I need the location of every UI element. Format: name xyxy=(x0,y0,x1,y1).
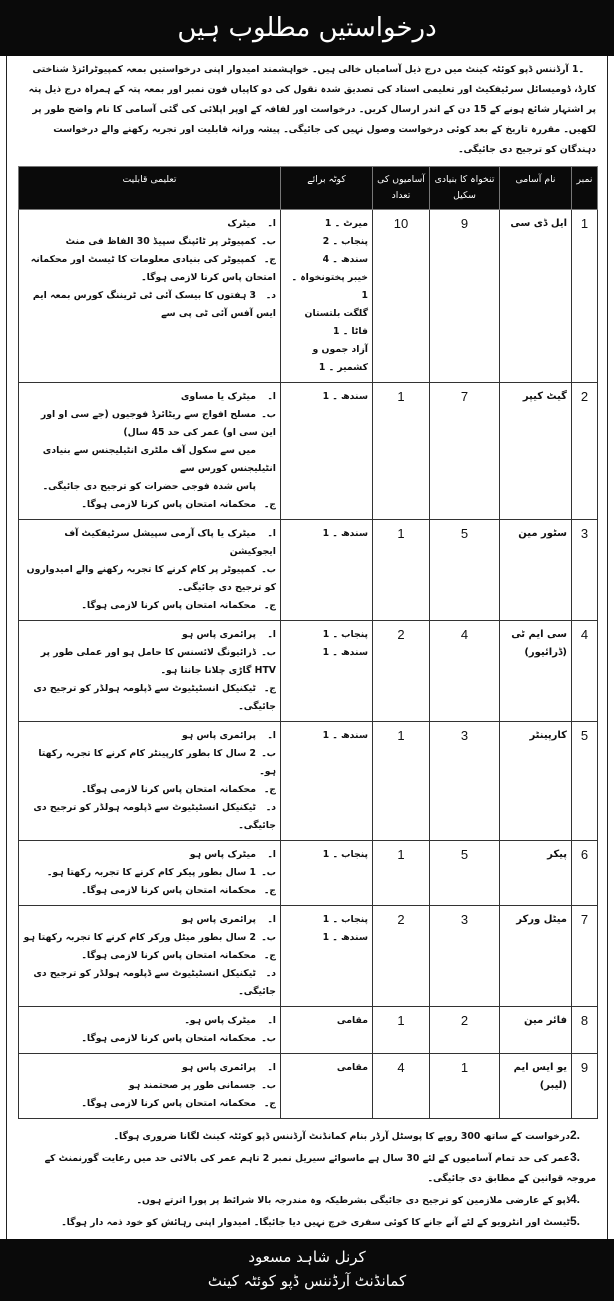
note-number: 5. xyxy=(570,1214,581,1228)
qualification-item xyxy=(23,561,276,597)
header-quota: کوٹہ برائے xyxy=(281,167,373,210)
pay-scale: 1 xyxy=(430,1054,500,1119)
posts-count: 1 xyxy=(373,520,430,621)
notes-list xyxy=(18,1125,596,1233)
quota-cell xyxy=(281,906,373,1007)
qualification-item xyxy=(23,626,276,644)
table-row xyxy=(19,621,598,722)
item-letter: ج۔ xyxy=(263,885,276,896)
note-number: 3. xyxy=(570,1150,581,1164)
quota-cell xyxy=(281,210,373,383)
quota-item: پنجاب ۔ 1 xyxy=(322,914,368,925)
quota-item: گلگت بلتستان فاٹا ۔ 1 xyxy=(304,308,368,337)
item-letter: ب۔ xyxy=(261,1033,276,1044)
posts-count: 2 xyxy=(373,621,430,722)
table-row xyxy=(19,1007,598,1054)
item-text: پرائمری پاس ہو xyxy=(181,730,256,741)
qualification-item xyxy=(23,442,276,478)
item-text: ٹیکنیکل انسٹیٹیوٹ سے ڈپلومہ ہولڈر کو ترجیح دی جائیگی۔ xyxy=(33,802,276,831)
quota-cell xyxy=(281,621,373,722)
item-letter: ا۔ xyxy=(267,629,276,640)
row-number: 6 xyxy=(572,841,598,906)
table-row xyxy=(19,383,598,520)
quota-cell xyxy=(281,1054,373,1119)
qualification-item xyxy=(23,1095,276,1113)
note-text: درخواست کے ساتھ 300 روپے کا پوسٹل آرڈر بنام کمانڈنٹ آرڈننس ڈپو کوئٹہ کینٹ لگانا ضروری ہوگا۔ xyxy=(113,1131,570,1142)
item-letter: ج۔ xyxy=(263,600,276,611)
qualification-cell xyxy=(19,210,281,383)
quota-item: پنجاب ۔ 1 xyxy=(322,629,368,640)
quota-cell xyxy=(281,722,373,841)
vacancy-table xyxy=(18,166,598,1119)
item-text: میٹرک یا مساوی xyxy=(180,391,256,402)
pay-scale: 2 xyxy=(430,1007,500,1054)
item-text: محکمانہ امتحان پاس کرنا لازمی ہوگا۔ xyxy=(81,600,256,611)
post-name: سی ایم ٹی (ڈرائیور) xyxy=(500,621,572,722)
row-number: 1 xyxy=(572,210,598,383)
qualification-cell xyxy=(19,1007,281,1054)
qualification-cell xyxy=(19,520,281,621)
item-text: محکمانہ امتحان پاس کرنا لازمی ہوگا۔ xyxy=(81,885,256,896)
intro-paragraph xyxy=(18,60,596,160)
qualification-item xyxy=(23,965,276,1001)
row-number: 8 xyxy=(572,1007,598,1054)
signatory-name: کرنل شاہد مسعود xyxy=(248,1248,366,1266)
intro-number: 1۔ xyxy=(572,64,584,75)
item-text: کمپیوٹر پر کام کرنے کا تجربہ رکھنے والے امیدواروں کو ترجیح دی جائیگی۔ xyxy=(26,564,276,593)
item-letter: ب۔ xyxy=(261,236,276,247)
quota-item: مقامی xyxy=(336,1062,368,1073)
note-number: 4. xyxy=(570,1192,581,1206)
item-text: پرائمری پاس ہو xyxy=(181,629,256,640)
post-name: یو ایس ایم (لیبر) xyxy=(500,1054,572,1119)
note-item xyxy=(18,1189,596,1211)
item-text: ٹیکنیکل انسٹیٹیوٹ سے ڈپلومہ ہولڈر کو ترجیح دی جائیگی۔ xyxy=(33,683,276,712)
item-text: مسلح افواج سے ریٹائرڈ فوجیوں (جے سی او اور این سی او) عمر کی حد 45 سال) xyxy=(40,409,276,438)
quota-cell xyxy=(281,1007,373,1054)
qualification-item xyxy=(23,864,276,882)
qualification-item xyxy=(23,1077,276,1095)
quota-item: پنجاب ۔ 2 xyxy=(322,236,368,247)
post-name: پیکر xyxy=(500,841,572,906)
qualification-item xyxy=(23,478,276,496)
pay-scale: 9 xyxy=(430,210,500,383)
note-text: ڈپو کے عارضی ملازمین کو ترجیح دی جائیگی بشرطیکہ وہ مندرجہ بالا شرائط پر پورا اترتے ہوں۔ xyxy=(136,1195,570,1206)
qualification-item xyxy=(23,1059,276,1077)
posts-count: 1 xyxy=(373,722,430,841)
signatory-designation: کمانڈنٹ آرڈننس ڈپو کوئٹہ کینٹ xyxy=(207,1272,407,1290)
item-text: محکمانہ امتحان پاس کرنا لازمی ہوگا۔ xyxy=(81,950,256,961)
post-name: سٹور مین xyxy=(500,520,572,621)
item-letter: ا۔ xyxy=(267,849,276,860)
ad-title: درخواستیں مطلوب ہیں xyxy=(0,0,614,56)
qualification-cell xyxy=(19,621,281,722)
row-number: 2 xyxy=(572,383,598,520)
header-posts-count: آسامیوں کی تعداد xyxy=(373,167,430,210)
item-text: میٹرک پاس ہو۔ xyxy=(184,1015,256,1026)
row-number: 5 xyxy=(572,722,598,841)
item-text: محکمانہ امتحان پاس کرنا لازمی ہوگا۔ xyxy=(81,784,256,795)
item-letter: ب۔ xyxy=(261,867,276,878)
signature-block xyxy=(0,1239,614,1301)
item-letter: د۔ xyxy=(265,802,276,813)
item-text: میٹرک xyxy=(227,218,256,229)
posts-count: 2 xyxy=(373,906,430,1007)
note-item xyxy=(18,1147,596,1189)
qualification-item xyxy=(23,727,276,745)
item-text: جسمانی طور پر صحتمند ہو xyxy=(128,1080,256,1091)
posts-count: 4 xyxy=(373,1054,430,1119)
qualification-cell xyxy=(19,722,281,841)
qualification-item xyxy=(23,846,276,864)
quota-item: سندھ ۔ 4 xyxy=(322,254,368,265)
qualification-item xyxy=(23,597,276,615)
table-row xyxy=(19,1054,598,1119)
qualification-item xyxy=(23,251,276,287)
qualification-cell xyxy=(19,1054,281,1119)
table-row xyxy=(19,906,598,1007)
item-letter: ا۔ xyxy=(267,218,276,229)
ad-frame xyxy=(6,56,608,1239)
table-row xyxy=(19,841,598,906)
item-letter: ا۔ xyxy=(267,1062,276,1073)
item-letter: ب۔ xyxy=(261,647,276,658)
note-item xyxy=(18,1125,596,1147)
pay-scale: 5 xyxy=(430,841,500,906)
item-letter: ا۔ xyxy=(267,914,276,925)
post-name: ایل ڈی سی xyxy=(500,210,572,383)
posts-count: 1 xyxy=(373,1007,430,1054)
qualification-item xyxy=(23,929,276,947)
qualification-item xyxy=(23,882,276,900)
item-letter: ب۔ xyxy=(261,1080,276,1091)
quota-item: خیبر پختونخواہ ۔ 1 xyxy=(291,272,368,301)
quota-cell xyxy=(281,520,373,621)
item-text: محکمانہ امتحان پاس کرنا لازمی ہوگا۔ xyxy=(81,1098,256,1109)
quota-item: سندھ ۔ 1 xyxy=(322,932,368,943)
qualification-item xyxy=(23,233,276,251)
note-text: عمر کی حد تمام آسامیوں کے لئے 30 سال ہے ماسوائے سیریل نمبر 2 تاہم عمر کی بالائی حد میں رعایت گورنمنٹ کے مروجہ قوانین کے مطابق دی جائیگی۔ xyxy=(44,1153,596,1184)
item-text: پاس شدہ فوجی حضرات کو ترجیح دی جائیگی۔ xyxy=(42,481,256,492)
qualification-item xyxy=(23,781,276,799)
quota-cell xyxy=(281,383,373,520)
qualification-item xyxy=(23,388,276,406)
pay-scale: 3 xyxy=(430,722,500,841)
qualification-item xyxy=(23,799,276,835)
note-number: 2. xyxy=(570,1128,581,1142)
qualification-item xyxy=(23,1030,276,1048)
item-text: میں سے سکول آف ملٹری انٹیلیجنس سے بنیادی انٹیلیجنس کورس سے xyxy=(42,445,276,474)
item-letter: ب۔ xyxy=(261,748,276,759)
item-text: 3 ہفتوں کا بیسک آئی ٹی ٹریننگ کورس بمعہ ایم ایس آفس آئی ٹی پی سے xyxy=(32,290,276,319)
item-text: کمپیوٹر کی بنیادی معلومات کا ٹیسٹ اور محکمانہ امتحان پاس کرنا لازمی ہوگا۔ xyxy=(30,254,276,283)
item-letter: ج۔ xyxy=(263,499,276,510)
header-post-name: نام آسامی xyxy=(500,167,572,210)
item-letter: ا۔ xyxy=(267,391,276,402)
qualification-item xyxy=(23,496,276,514)
item-letter: ج۔ xyxy=(263,254,276,265)
qualification-item xyxy=(23,680,276,716)
pay-scale: 5 xyxy=(430,520,500,621)
row-number: 9 xyxy=(572,1054,598,1119)
header-qualification: تعلیمی قابلیت xyxy=(19,167,281,210)
quota-item: آزاد جموں و کشمیر ۔ 1 xyxy=(312,344,368,373)
item-letter: ا۔ xyxy=(267,1015,276,1026)
item-letter: د۔ xyxy=(265,968,276,979)
note-item xyxy=(18,1211,596,1233)
qualification-item xyxy=(23,911,276,929)
item-text: کمپیوٹر پر ٹائپنگ سپیڈ 30 الفاظ فی منٹ xyxy=(65,236,256,247)
quota-item: سندھ ۔ 1 xyxy=(322,647,368,658)
posts-count: 10 xyxy=(373,210,430,383)
item-letter: ا۔ xyxy=(267,730,276,741)
item-text: محکمانہ امتحان پاس کرنا لازمی ہوگا۔ xyxy=(81,499,256,510)
quota-item: میرٹ ۔ 1 xyxy=(324,218,368,229)
item-text: میٹرک پاس ہو xyxy=(189,849,256,860)
item-text: ڈرائیونگ لائسنس کا حامل ہو اور عملی طور پر HTV گاڑی چلانا جانتا ہو۔ xyxy=(40,647,276,676)
posts-count: 1 xyxy=(373,383,430,520)
qualification-cell xyxy=(19,906,281,1007)
item-text: ٹیکنیکل انسٹیٹیوٹ سے ڈپلومہ ہولڈر کو ترجیح دی جائیگی۔ xyxy=(33,968,276,997)
row-number: 3 xyxy=(572,520,598,621)
posts-count: 1 xyxy=(373,841,430,906)
item-text: 1 سال بطور پیکر کام کرنے کا تجربہ رکھتا ہو۔ xyxy=(46,867,256,878)
quota-item: سندھ ۔ 1 xyxy=(322,730,368,741)
post-name: گیٹ کیپر xyxy=(500,383,572,520)
qualification-cell xyxy=(19,383,281,520)
table-row xyxy=(19,210,598,383)
item-letter: ج۔ xyxy=(263,1098,276,1109)
note-text: ٹیسٹ اور انٹرویو کے لئے آنے جانے کا کوئی سفری خرچ نہیں دیا جائیگا۔ امیدوار اپنی رہائش کو خود ذمہ دار ہوگا۔ xyxy=(61,1217,570,1228)
row-number: 4 xyxy=(572,621,598,722)
post-name: میٹل ورکر xyxy=(500,906,572,1007)
pay-scale: 7 xyxy=(430,383,500,520)
post-name: کارپینٹر xyxy=(500,722,572,841)
item-letter: ج۔ xyxy=(263,950,276,961)
qualification-item xyxy=(23,947,276,965)
item-letter: ب۔ xyxy=(261,409,276,420)
pay-scale: 3 xyxy=(430,906,500,1007)
quota-item: سندھ ۔ 1 xyxy=(322,391,368,402)
qualification-item xyxy=(23,1012,276,1030)
item-text: میٹرک یا پاک آرمی سپیشل سرٹیفکیٹ آف ایجوکیشن xyxy=(64,528,276,557)
item-text: محکمانہ امتحان پاس کرنا لازمی ہوگا۔ xyxy=(81,1033,256,1044)
row-number: 7 xyxy=(572,906,598,1007)
intro-text: آرڈننس ڈپو کوئٹہ کینٹ میں درج ذیل آسامیاں خالی ہیں۔ خواہشمند امیدوار اپنی درخواستیں بمعہ کمپیوٹرائزڈ شناختی کارڈ، ڈومیسائل سرٹیفکیٹ اور تعلیمی اسناد کی تصدیق شدہ نقول کی دو کاپیاں فون نمبر اور بمعہ پتہ کے ہمراہ درج ذیل پتہ پر اشتہار شائع ہونے کے 15 دن کے اندر ارسال کریں۔ درخواست اور لفافہ کے اوپر اپلائی کی گئی آسامی کا نام واضح طور پر لکھیں۔ مقررہ تاریخ کے بعد کوئی درخواست وصول نہیں کی جائیگی۔ پیشہ ورانہ قابلیت اور تجربہ رکھنے والے درخواست دہندگان کو ترجیح دی جائیگی۔ xyxy=(28,64,596,155)
quota-item: پنجاب ۔ 1 xyxy=(322,849,368,860)
quota-item: سندھ ۔ 1 xyxy=(322,528,368,539)
item-letter: ج۔ xyxy=(263,683,276,694)
table-header-row xyxy=(19,167,598,210)
item-text: پرائمری پاس ہو xyxy=(181,914,256,925)
item-letter: ج۔ xyxy=(263,784,276,795)
item-letter: ا۔ xyxy=(267,528,276,539)
qualification-item xyxy=(23,406,276,442)
qualification-item xyxy=(23,644,276,680)
item-letter: د۔ xyxy=(265,290,276,301)
table-row xyxy=(19,520,598,621)
pay-scale: 4 xyxy=(430,621,500,722)
table-row xyxy=(19,722,598,841)
header-pay-scale: تنخواہ کا بنیادی سکیل xyxy=(430,167,500,210)
qualification-item xyxy=(23,287,276,323)
header-number: نمبر xyxy=(572,167,598,210)
item-text: پرائمری پاس ہو xyxy=(181,1062,256,1073)
item-letter: ب۔ xyxy=(261,932,276,943)
post-name: فائر مین xyxy=(500,1007,572,1054)
qualification-item xyxy=(23,525,276,561)
qualification-cell xyxy=(19,841,281,906)
quota-cell xyxy=(281,841,373,906)
item-text: 2 سال بطور میٹل ورکر کام کرنے کا تجربہ رکھتا ہو xyxy=(23,932,256,943)
item-letter: ب۔ xyxy=(261,564,276,575)
item-text: 2 سال کا بطور کارپینٹر کام کرنے کا تجربہ رکھتا ہو۔ xyxy=(38,748,276,777)
quota-item: مقامی xyxy=(336,1015,368,1026)
qualification-item xyxy=(23,215,276,233)
qualification-item xyxy=(23,745,276,781)
